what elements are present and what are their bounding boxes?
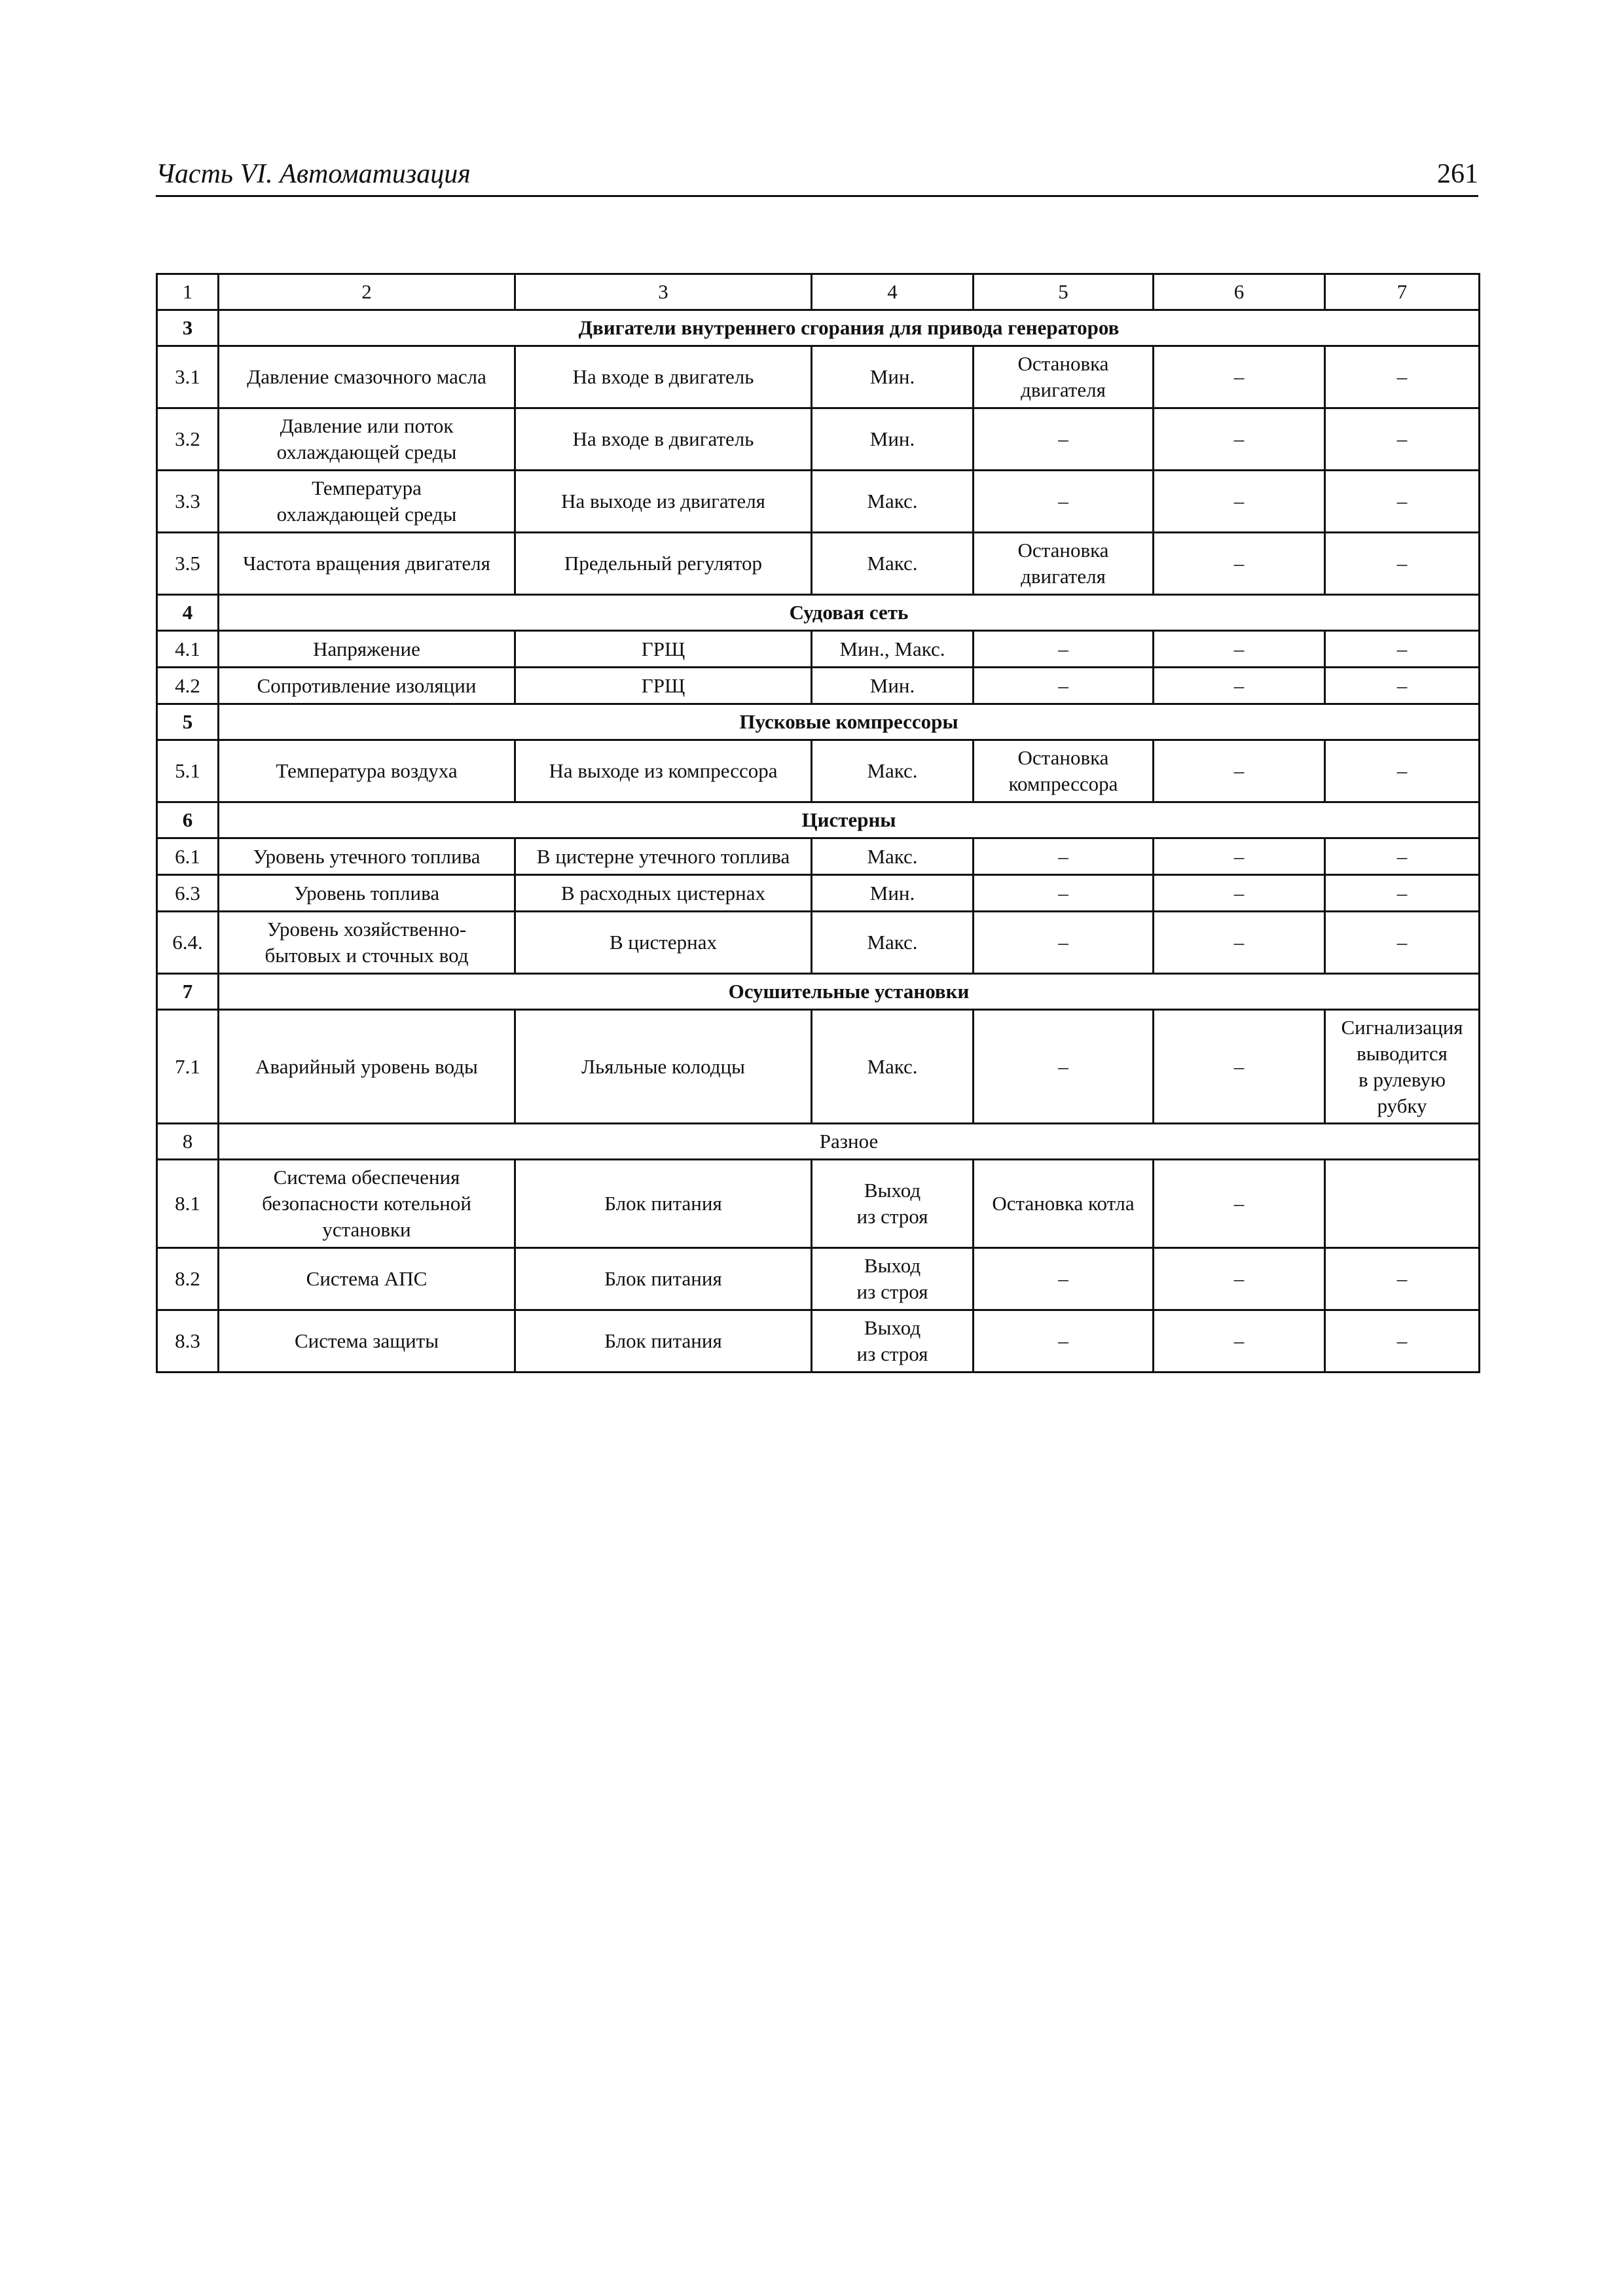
table-cell: 6.4. — [157, 912, 219, 974]
section-number: 3 — [157, 310, 219, 346]
table-cell: – — [1325, 1248, 1480, 1310]
table-cell: 8.2 — [157, 1248, 219, 1310]
table-cell: – — [974, 1310, 1154, 1372]
table-cell: – — [974, 408, 1154, 471]
table-cell: – — [1154, 1248, 1325, 1310]
section-row — [157, 974, 1480, 1010]
table-row — [157, 668, 1480, 704]
table-cell: Блок питания — [515, 1248, 812, 1310]
table-cell: Мин. — [812, 408, 974, 471]
table-cell: – — [1154, 668, 1325, 704]
table-cell: Предельный регулятор — [515, 533, 812, 595]
table-cell: – — [1325, 740, 1480, 802]
table-cell: Льяльные колодцы — [515, 1010, 812, 1124]
table-cell: Система АПС — [219, 1248, 515, 1310]
table-cell: Сопротивление изоляции — [219, 668, 515, 704]
table-cell: 6.1 — [157, 838, 219, 875]
table-cell: – — [1154, 912, 1325, 974]
table-cell: – — [1325, 668, 1480, 704]
table-cell: – — [1325, 471, 1480, 533]
table-cell: Аварийный уровень воды — [219, 1010, 515, 1124]
table-cell: 4.1 — [157, 631, 219, 668]
section-row — [157, 1124, 1480, 1160]
column-number: 3 — [515, 274, 812, 310]
table-cell: – — [1325, 838, 1480, 875]
table-cell: Уровень хозяйственно- бытовых и сточных вод — [219, 912, 515, 974]
table-cell: – — [1154, 346, 1325, 408]
table-cell: Мин. — [812, 346, 974, 408]
table-row — [157, 1010, 1480, 1124]
table-cell: На входе в двигатель — [515, 346, 812, 408]
table-row — [157, 838, 1480, 875]
table-cell: 4.2 — [157, 668, 219, 704]
table-cell: Система защиты — [219, 1310, 515, 1372]
table-cell: – — [1325, 533, 1480, 595]
table-cell: – — [1154, 408, 1325, 471]
section-number: 8 — [157, 1124, 219, 1160]
table-cell: Давление или поток охлаждающей среды — [219, 408, 515, 471]
table-cell: Блок питания — [515, 1310, 812, 1372]
section-row — [157, 802, 1480, 838]
table-cell: – — [1154, 838, 1325, 875]
section-title: Судовая сеть — [219, 595, 1480, 631]
table-cell: 3.5 — [157, 533, 219, 595]
table-cell: На выходе из двигателя — [515, 471, 812, 533]
table-row — [157, 912, 1480, 974]
table-cell: Давление смазочного масла — [219, 346, 515, 408]
table-cell: – — [974, 668, 1154, 704]
table-cell: – — [974, 875, 1154, 912]
section-number: 6 — [157, 802, 219, 838]
table-cell: Остановка двигателя — [974, 533, 1154, 595]
table-cell: – — [974, 1010, 1154, 1124]
section-title: Разное — [219, 1124, 1480, 1160]
table-cell: – — [1325, 631, 1480, 668]
table-cell: Остановка котла — [974, 1160, 1154, 1248]
table-cell: – — [1154, 631, 1325, 668]
table-row — [157, 533, 1480, 595]
table-row — [157, 1248, 1480, 1310]
table-cell: Макс. — [812, 533, 974, 595]
table-cell: 3.2 — [157, 408, 219, 471]
table-cell: Макс. — [812, 1010, 974, 1124]
table-cell: 8.3 — [157, 1310, 219, 1372]
table-cell: Сигнализация выводится в рулевую рубку — [1325, 1010, 1480, 1124]
table-cell: – — [1325, 1310, 1480, 1372]
table-cell: Остановка компрессора — [974, 740, 1154, 802]
table-cell: – — [1154, 471, 1325, 533]
table-cell: В расходных цистернах — [515, 875, 812, 912]
table-cell: – — [1154, 1310, 1325, 1372]
table-cell: – — [1154, 1160, 1325, 1248]
table-cell: 5.1 — [157, 740, 219, 802]
table-cell: – — [1154, 875, 1325, 912]
table-cell: Система обеспечения безопасности котельной установки — [219, 1160, 515, 1248]
table-cell: – — [974, 838, 1154, 875]
table-cell: Напряжение — [219, 631, 515, 668]
table-cell: ГРЩ — [515, 668, 812, 704]
table-cell: На входе в двигатель — [515, 408, 812, 471]
table-cell: ГРЩ — [515, 631, 812, 668]
page-number: 261 — [1437, 159, 1478, 189]
section-title: Осушительные установки — [219, 974, 1480, 1010]
table-cell: Макс. — [812, 838, 974, 875]
table-row — [157, 1310, 1480, 1372]
table-row — [157, 1160, 1480, 1248]
table-row — [157, 875, 1480, 912]
table-cell: Температура охлаждающей среды — [219, 471, 515, 533]
table-cell — [1325, 1160, 1480, 1248]
table-row — [157, 408, 1480, 471]
table-cell: Уровень топлива — [219, 875, 515, 912]
table-cell: 8.1 — [157, 1160, 219, 1248]
table-cell: 6.3 — [157, 875, 219, 912]
section-title: Пусковые компрессоры — [219, 704, 1480, 740]
table-cell: Частота вращения двигателя — [219, 533, 515, 595]
table-cell: – — [1325, 875, 1480, 912]
table-cell: 3.3 — [157, 471, 219, 533]
table-cell: Макс. — [812, 912, 974, 974]
running-title: Часть VI. Автоматизация — [156, 159, 471, 189]
table-cell: 7.1 — [157, 1010, 219, 1124]
table-row — [157, 471, 1480, 533]
table-cell: Макс. — [812, 471, 974, 533]
section-row — [157, 595, 1480, 631]
table-cell: Макс. — [812, 740, 974, 802]
section-row — [157, 704, 1480, 740]
column-number-row — [157, 274, 1480, 310]
column-number: 7 — [1325, 274, 1480, 310]
table-cell: Уровень утечного топлива — [219, 838, 515, 875]
column-number: 2 — [219, 274, 515, 310]
table-cell: Мин. — [812, 875, 974, 912]
table-cell: Выход из строя — [812, 1310, 974, 1372]
table-cell: Температура воздуха — [219, 740, 515, 802]
table-cell: 3.1 — [157, 346, 219, 408]
table-row — [157, 631, 1480, 668]
section-number: 5 — [157, 704, 219, 740]
column-number: 5 — [974, 274, 1154, 310]
section-row — [157, 310, 1480, 346]
table-cell: Мин., Макс. — [812, 631, 974, 668]
table-cell: – — [974, 912, 1154, 974]
table-cell: – — [974, 1248, 1154, 1310]
section-number: 4 — [157, 595, 219, 631]
table-cell: На выходе из компрессора — [515, 740, 812, 802]
section-title: Двигатели внутреннего сгорания для привода генераторов — [219, 310, 1480, 346]
column-number: 1 — [157, 274, 219, 310]
page-header — [156, 152, 1478, 197]
parameters-table — [156, 273, 1480, 1373]
table-row — [157, 740, 1480, 802]
column-number: 4 — [812, 274, 974, 310]
table-cell: Выход из строя — [812, 1160, 974, 1248]
column-number: 6 — [1154, 274, 1325, 310]
table-row — [157, 346, 1480, 408]
table-cell: – — [1154, 533, 1325, 595]
table-cell: Выход из строя — [812, 1248, 974, 1310]
table-cell: В цистернах — [515, 912, 812, 974]
table-cell: – — [1154, 1010, 1325, 1124]
table-cell: – — [1154, 740, 1325, 802]
table-cell: – — [974, 631, 1154, 668]
table-cell: – — [1325, 408, 1480, 471]
section-title: Цистерны — [219, 802, 1480, 838]
table-cell: В цистерне утечного топлива — [515, 838, 812, 875]
table-cell: – — [974, 471, 1154, 533]
table-cell: Блок питания — [515, 1160, 812, 1248]
table-cell: – — [1325, 912, 1480, 974]
table-cell: – — [1325, 346, 1480, 408]
section-number: 7 — [157, 974, 219, 1010]
table-cell: Остановка двигателя — [974, 346, 1154, 408]
table-cell: Мин. — [812, 668, 974, 704]
